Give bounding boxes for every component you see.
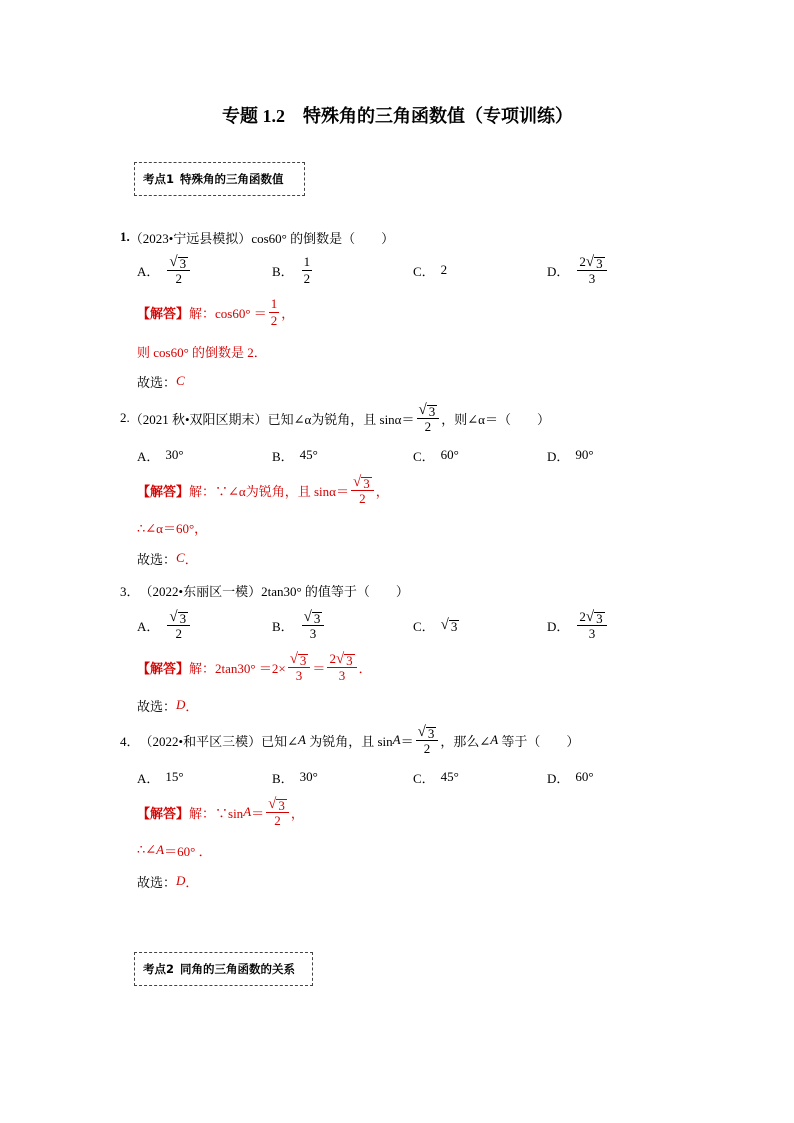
question-text: ，则∠α＝（ ） bbox=[441, 411, 550, 427]
sqrt-sign: √ bbox=[585, 254, 595, 270]
coefficient: 2 bbox=[579, 254, 586, 269]
option-value: 30° bbox=[165, 447, 184, 462]
option-a bbox=[137, 250, 192, 290]
variable: A bbox=[392, 732, 401, 747]
section-box bbox=[134, 952, 313, 986]
radicand: 3 bbox=[278, 798, 285, 813]
denominator: 3 bbox=[338, 668, 346, 683]
options-row bbox=[0, 605, 794, 645]
option-label: C． bbox=[413, 770, 435, 786]
coefficient: 2 bbox=[579, 609, 586, 624]
question-source: （2023•宁远县模拟） bbox=[129, 230, 252, 246]
section-title: 同角的三角函数的关系 bbox=[180, 962, 296, 976]
question-text: 已知∠ bbox=[261, 733, 298, 749]
answer-choice: D bbox=[176, 873, 186, 888]
denominator: 2 bbox=[175, 626, 182, 641]
answer-suffix: ． bbox=[185, 874, 199, 890]
answer-prefix: 故选： bbox=[137, 551, 177, 567]
section-label: 考点2 bbox=[143, 962, 175, 976]
option-value: 15° bbox=[165, 769, 184, 784]
answer-prefix: 故选： bbox=[137, 874, 177, 890]
denominator: 2 bbox=[424, 419, 432, 434]
answer-text: ＝ bbox=[312, 660, 326, 676]
option-label: D． bbox=[547, 263, 570, 279]
answer-suffix: ． bbox=[184, 551, 198, 567]
question-text: 等于（ ） bbox=[498, 733, 580, 749]
answer-text: 解：cos60° ＝ bbox=[189, 305, 267, 321]
answer-choice: C bbox=[176, 373, 185, 388]
option-c bbox=[413, 767, 459, 787]
radicand: 3 bbox=[428, 404, 436, 419]
option-b bbox=[272, 445, 318, 465]
section-box bbox=[134, 162, 305, 196]
sqrt-sign: √ bbox=[289, 651, 298, 667]
answer-text: ， bbox=[375, 483, 389, 499]
option-d bbox=[547, 767, 594, 787]
sqrt-sign: √ bbox=[335, 651, 345, 667]
fraction bbox=[302, 253, 313, 287]
question-number: 4． bbox=[120, 733, 140, 749]
option-label: A． bbox=[137, 618, 160, 634]
fraction bbox=[288, 650, 311, 684]
radicand: 3 bbox=[363, 476, 370, 491]
option-label: A． bbox=[137, 770, 160, 786]
variable: A bbox=[156, 842, 165, 857]
denominator: 3 bbox=[588, 271, 596, 286]
answer-prefix: 故选： bbox=[137, 698, 177, 714]
options-row bbox=[0, 767, 794, 787]
question-source: （2021 秋•双阳区期末） bbox=[129, 411, 268, 427]
question-number: 3． bbox=[120, 583, 140, 599]
page-title: 专题 1.2 特殊角的三角函数值（专项训练） bbox=[222, 106, 573, 126]
answer-tag: 【解答】 bbox=[137, 483, 190, 499]
answer-line bbox=[137, 647, 372, 687]
sqrt-sign: √ bbox=[169, 254, 178, 270]
sqrt-sign: √ bbox=[268, 796, 277, 812]
option-label: D． bbox=[547, 770, 570, 786]
options-row bbox=[0, 250, 794, 290]
option-value: 45° bbox=[440, 769, 459, 784]
answer-tag: 【解答】 bbox=[137, 805, 190, 821]
coefficient: 2 bbox=[329, 651, 336, 666]
option-d bbox=[547, 445, 594, 465]
question-number: 2. bbox=[120, 410, 130, 425]
option-c bbox=[413, 250, 447, 290]
option-b bbox=[272, 605, 326, 645]
answer-choice: D bbox=[176, 697, 186, 712]
answer-choice-line bbox=[137, 695, 198, 715]
sqrt-sign: √ bbox=[169, 609, 178, 625]
fraction bbox=[269, 295, 280, 329]
fraction bbox=[351, 473, 374, 507]
option-a bbox=[137, 445, 184, 465]
radicand: 3 bbox=[427, 726, 435, 741]
denominator: 3 bbox=[295, 668, 303, 683]
sqrt-sign: √ bbox=[352, 474, 362, 490]
fraction bbox=[167, 608, 190, 642]
option-label: C． bbox=[413, 448, 435, 464]
option-label: D． bbox=[547, 618, 570, 634]
option-b bbox=[272, 767, 318, 787]
option-d bbox=[547, 605, 609, 645]
variable: A bbox=[243, 804, 252, 819]
fraction bbox=[266, 795, 289, 829]
answer-line bbox=[137, 840, 212, 860]
answer-text: ， bbox=[281, 305, 295, 321]
answer-text: ＝ bbox=[251, 805, 265, 821]
question-stem bbox=[120, 580, 409, 600]
option-label: D． bbox=[547, 448, 570, 464]
radicand: 3 bbox=[179, 256, 187, 271]
variable: A bbox=[297, 732, 306, 747]
answer-line: ∴∠α＝60°， bbox=[137, 520, 208, 536]
option-value: 60° bbox=[440, 447, 459, 462]
answer-text: 解：∵sin bbox=[189, 805, 244, 821]
denominator: 2 bbox=[175, 271, 182, 286]
question-text: 2tan30° 的值等于（ ） bbox=[261, 583, 409, 599]
radicand: 3 bbox=[179, 611, 187, 626]
question-text: ，那么∠ bbox=[440, 733, 491, 749]
radicand: 3 bbox=[346, 653, 353, 668]
radicand: 3 bbox=[313, 611, 321, 626]
option-label: B． bbox=[272, 448, 294, 464]
question-source: （2022•东丽区一模） bbox=[139, 583, 262, 599]
sqrt-sign: √ bbox=[440, 617, 449, 633]
section-title: 特殊角的三角函数值 bbox=[180, 172, 284, 186]
answer-choice-line bbox=[137, 548, 198, 568]
option-label: B． bbox=[272, 770, 294, 786]
option-c bbox=[413, 605, 459, 645]
fraction bbox=[416, 723, 439, 757]
option-label: A． bbox=[137, 263, 160, 279]
answer-text: ， bbox=[290, 805, 304, 821]
sqrt-expression bbox=[441, 617, 460, 633]
option-label: C． bbox=[413, 263, 435, 279]
option-label: C． bbox=[413, 618, 435, 634]
denominator: 2 bbox=[359, 491, 366, 506]
option-b bbox=[272, 250, 314, 290]
option-value: 30° bbox=[299, 769, 318, 784]
answer-text: ∴∠ bbox=[137, 842, 157, 857]
variable: A bbox=[490, 732, 499, 747]
answer-tag: 【解答】 bbox=[137, 305, 190, 321]
answer-text: ＝60° ． bbox=[164, 843, 212, 859]
sqrt-sign: √ bbox=[303, 609, 312, 625]
radicand: 3 bbox=[596, 256, 603, 271]
fraction bbox=[167, 253, 190, 287]
option-label: B． bbox=[272, 263, 294, 279]
radicand: 3 bbox=[596, 611, 603, 626]
answer-line: 则 cos60° 的倒数是 2． bbox=[137, 344, 267, 360]
option-value: 2 bbox=[440, 262, 448, 277]
question-stem bbox=[120, 398, 550, 438]
answer-prefix: 故选： bbox=[137, 374, 177, 390]
option-value: 60° bbox=[575, 769, 594, 784]
radicand: 3 bbox=[299, 653, 307, 668]
option-label: B． bbox=[272, 618, 294, 634]
answer-text: 解：2tan30° ＝2× bbox=[189, 660, 286, 676]
sqrt-sign: √ bbox=[417, 724, 426, 740]
answer-tag: 【解答】 bbox=[137, 660, 190, 676]
question-source: （2022•和平区三模） bbox=[139, 733, 262, 749]
answer-line bbox=[137, 470, 389, 510]
radicand: 3 bbox=[450, 619, 458, 634]
section-label: 考点1 bbox=[143, 172, 175, 186]
option-c bbox=[413, 445, 459, 465]
fraction bbox=[417, 401, 440, 435]
question-text: cos60° 的倒数是（ ） bbox=[251, 230, 395, 246]
fraction bbox=[577, 253, 606, 287]
answer-choice: C bbox=[176, 550, 185, 565]
denominator: 2 bbox=[274, 813, 281, 828]
answer-text: 解：∵∠α为锐角，且 sinα＝ bbox=[189, 483, 349, 499]
denominator: 2 bbox=[423, 741, 431, 756]
question-text: 已知∠α为锐角，且 sinα＝ bbox=[267, 411, 415, 427]
question-stem bbox=[120, 227, 394, 247]
sqrt-sign: √ bbox=[418, 402, 427, 418]
denominator: 3 bbox=[588, 626, 596, 641]
answer-line bbox=[137, 292, 294, 332]
denominator: 3 bbox=[309, 626, 317, 641]
option-label: A． bbox=[137, 448, 160, 464]
question-stem bbox=[120, 720, 579, 760]
question-text: ＝ bbox=[400, 733, 414, 749]
numerator: 1 bbox=[270, 296, 278, 311]
denominator: 2 bbox=[303, 271, 311, 286]
fraction bbox=[577, 608, 606, 642]
answer-line bbox=[137, 792, 304, 832]
option-value: 90° bbox=[575, 447, 594, 462]
options-row bbox=[0, 445, 794, 465]
answer-choice-line bbox=[137, 871, 198, 891]
question-number: 1. bbox=[120, 229, 130, 244]
numerator: 1 bbox=[303, 254, 311, 269]
answer-choice-line bbox=[137, 371, 185, 391]
option-a bbox=[137, 605, 192, 645]
answer-suffix: ． bbox=[185, 698, 199, 714]
option-value: 45° bbox=[299, 447, 318, 462]
question-text: 为锐角，且 sin bbox=[305, 733, 393, 749]
option-a bbox=[137, 767, 184, 787]
sqrt-sign: √ bbox=[585, 609, 595, 625]
answer-text: ． bbox=[358, 660, 372, 676]
denominator: 2 bbox=[270, 313, 278, 328]
fraction bbox=[302, 608, 325, 642]
fraction bbox=[327, 650, 356, 684]
option-d bbox=[547, 250, 609, 290]
